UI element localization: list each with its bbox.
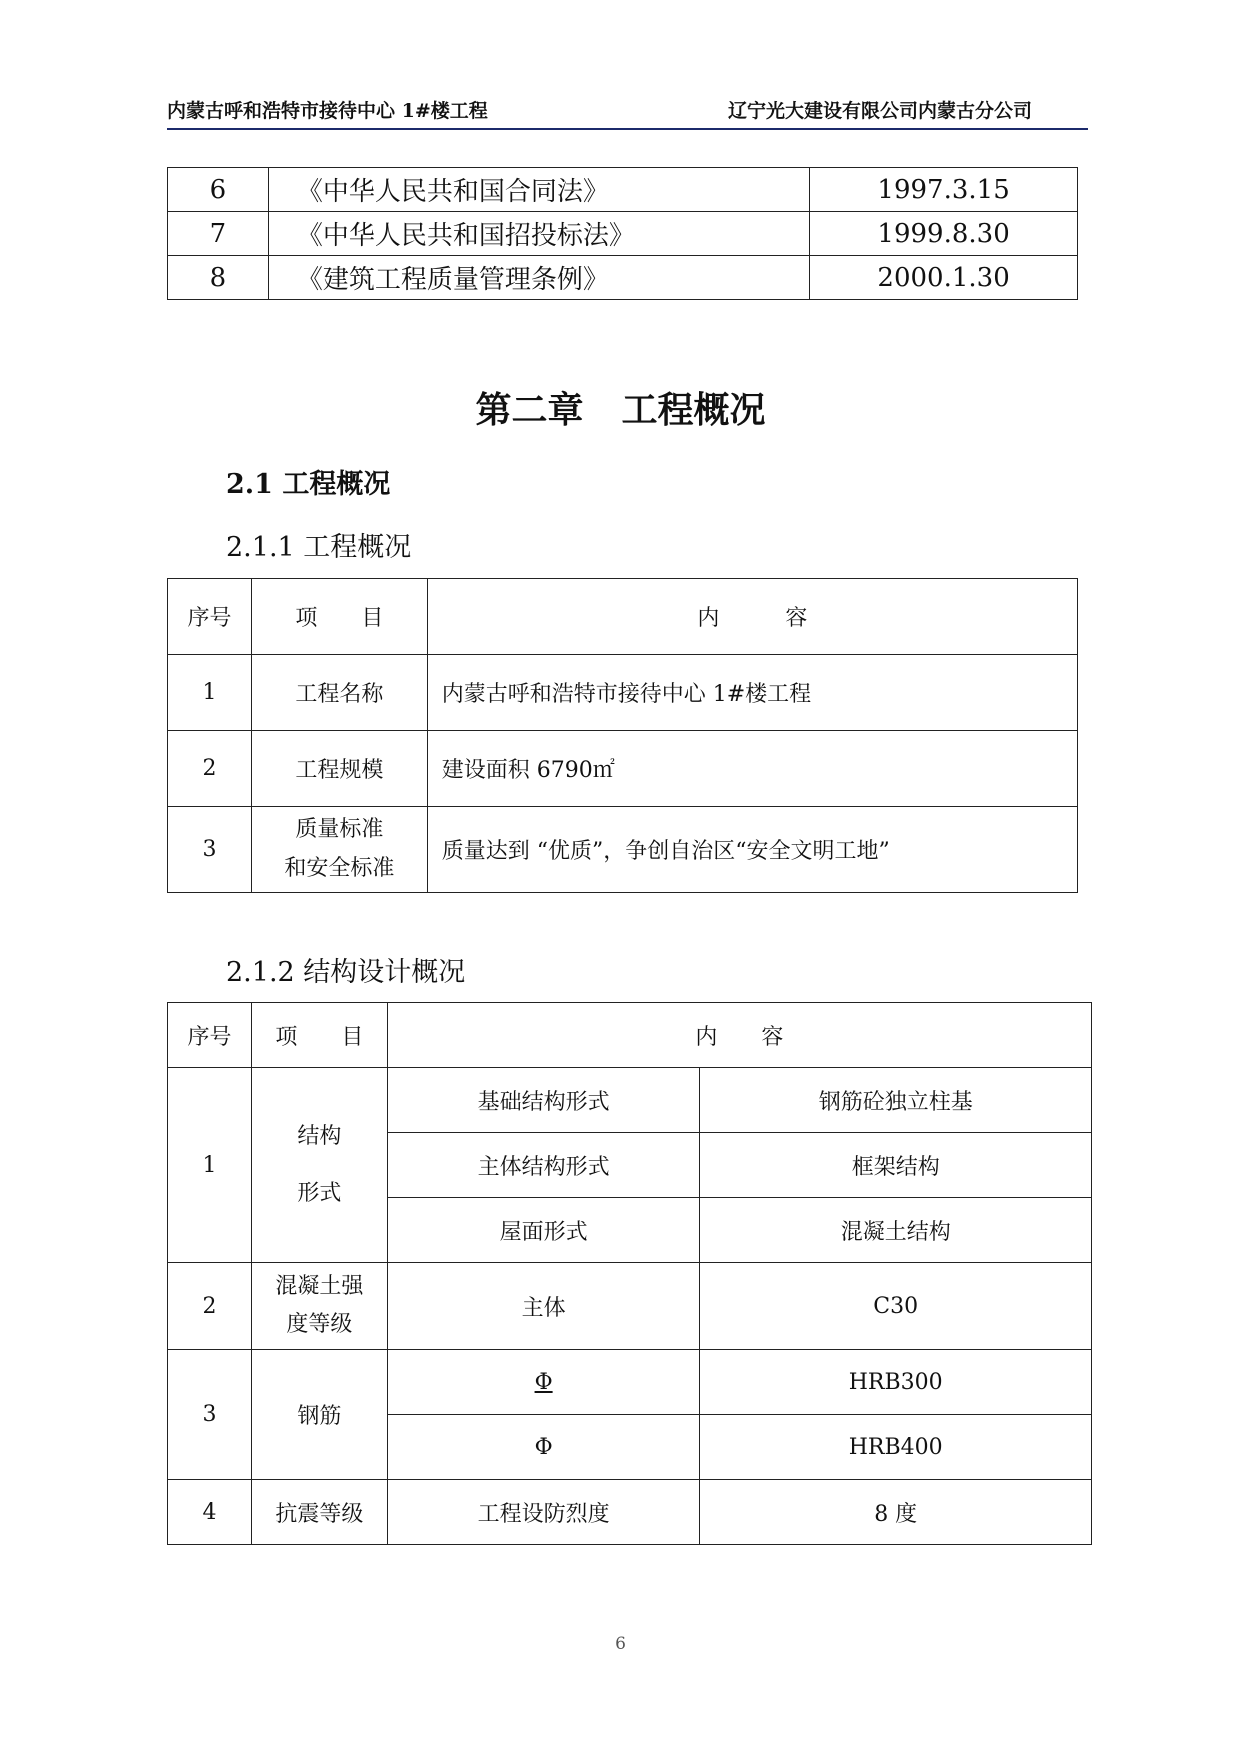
row-number: 3	[168, 1350, 252, 1480]
table-row	[168, 1263, 1092, 1350]
row-value: 钢筋砼独立柱基	[700, 1068, 1092, 1133]
row-number: 1	[168, 655, 252, 731]
row-key: 工程设防烈度	[387, 1480, 700, 1545]
row-content: 内蒙古呼和浩特市接待中心 1#楼工程	[427, 655, 1077, 731]
row-value: HRB300	[700, 1350, 1092, 1415]
row-item: 钢筋	[251, 1350, 387, 1480]
row-item: 工程规模	[251, 731, 427, 807]
row-item-line: 质量标准	[295, 817, 384, 842]
project-overview-table	[167, 578, 1078, 893]
row-value: C30	[700, 1263, 1092, 1350]
regulation-date: 2000.1.30	[810, 256, 1078, 300]
table-row	[168, 1350, 1092, 1415]
row-item: 抗震等级	[251, 1480, 387, 1545]
section-heading-2-1-1: 2.1.1 工程概况	[226, 532, 412, 563]
regulation-title: 《建筑工程质量管理条例》	[268, 256, 809, 300]
row-item: 工程名称	[251, 655, 427, 731]
chapter-number: 第二章	[475, 389, 584, 431]
rebar-symbol: Φ	[387, 1350, 700, 1415]
row-number: 2	[168, 731, 252, 807]
row-content: 质量达到 “优质”，争创自治区“安全文明工地”	[427, 807, 1077, 893]
chapter-heading	[0, 382, 1241, 433]
row-content: 建设面积 6790㎡	[427, 731, 1077, 807]
row-key: 主体	[387, 1263, 700, 1350]
table-row	[168, 807, 1078, 893]
page-number: 6	[615, 1634, 626, 1654]
row-item	[251, 1068, 387, 1263]
row-number: 3	[168, 807, 252, 893]
row-key: 基础结构形式	[387, 1068, 700, 1133]
table-row	[168, 1068, 1092, 1133]
row-item-line: 和安全标准	[284, 855, 395, 881]
header-project-name: 内蒙古呼和浩特市接待中心 1#楼工程	[167, 100, 488, 122]
table-header-row	[168, 579, 1078, 655]
row-number: 6	[168, 168, 269, 212]
row-item	[251, 1263, 387, 1350]
header-cell-number: 序号	[168, 1003, 252, 1068]
row-value: HRB400	[700, 1415, 1092, 1480]
regulation-title: 《中华人民共和国合同法》	[268, 168, 809, 212]
row-number: 2	[168, 1263, 252, 1350]
rebar-symbol: Φ	[387, 1415, 700, 1480]
row-number: 4	[168, 1480, 252, 1545]
row-key: 屋面形式	[387, 1198, 700, 1263]
table-row	[168, 655, 1078, 731]
section-heading-2-1: 2.1 工程概况	[226, 469, 391, 500]
table-row	[168, 1480, 1092, 1545]
regulation-date: 1999.8.30	[810, 212, 1078, 256]
header-cell-content: 内 容	[387, 1003, 1091, 1068]
structural-design-table	[167, 1002, 1092, 1545]
header-cell-item: 项 目	[251, 579, 427, 655]
row-key: 主体结构形式	[387, 1133, 700, 1198]
chapter-title: 工程概况	[621, 389, 766, 431]
row-item-line: 度等级	[286, 1312, 353, 1337]
table-row	[168, 256, 1078, 300]
header-cell-number: 序号	[168, 579, 252, 655]
header-company-name: 辽宁光大建设有限公司内蒙古分公司	[728, 100, 1033, 122]
row-number: 8	[168, 256, 269, 300]
table-header-row	[168, 1003, 1092, 1068]
row-number: 1	[168, 1068, 252, 1263]
header-divider	[167, 128, 1088, 130]
regulation-date: 1997.3.15	[810, 168, 1078, 212]
row-value: 8 度	[700, 1480, 1092, 1545]
header-cell-content: 内 容	[427, 579, 1077, 655]
regulations-table	[167, 167, 1078, 300]
section-heading-2-1-2: 2.1.2 结构设计概况	[226, 957, 466, 988]
row-item-line: 混凝土强	[275, 1273, 364, 1299]
row-value: 混凝土结构	[700, 1198, 1092, 1263]
table-row	[168, 168, 1078, 212]
regulation-title: 《中华人民共和国招投标法》	[268, 212, 809, 256]
table-row	[168, 731, 1078, 807]
header-cell-item: 项 目	[251, 1003, 387, 1068]
row-number: 7	[168, 212, 269, 256]
table-row	[168, 212, 1078, 256]
row-item-line: 形式	[297, 1181, 342, 1206]
row-item	[251, 807, 427, 893]
row-value: 框架结构	[700, 1133, 1092, 1198]
row-item-line: 结构	[297, 1123, 342, 1149]
